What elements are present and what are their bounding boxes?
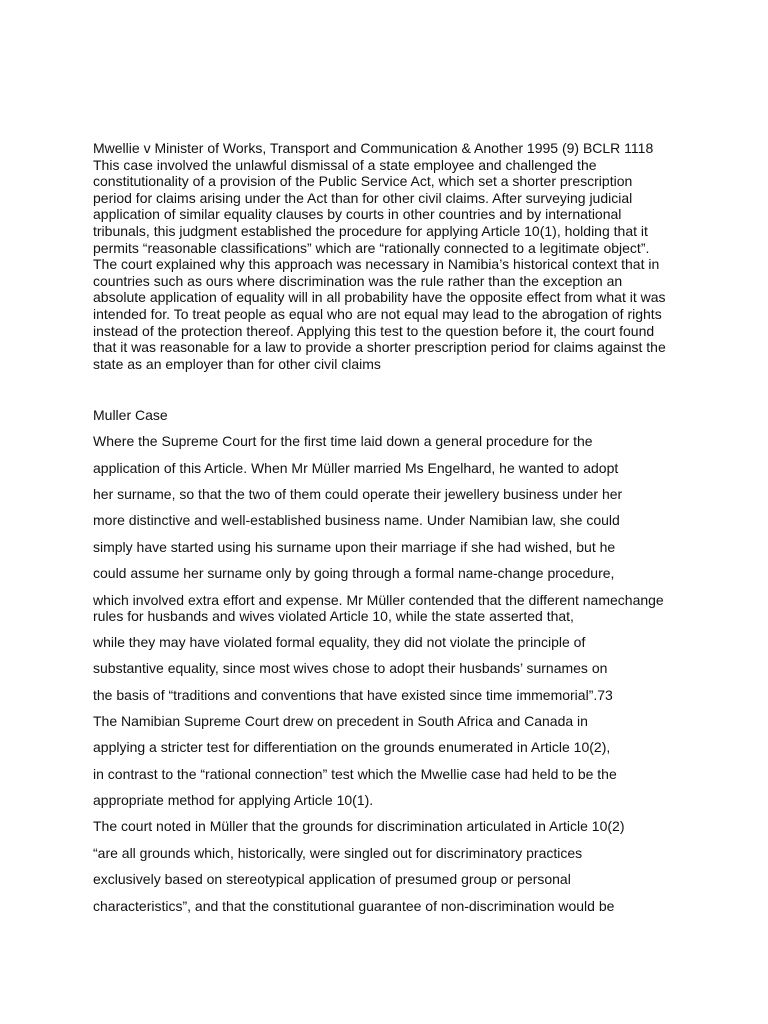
mwellie-case-paragraph — [93, 140, 693, 372]
text-line: appropriate method for applying Article 10(1). — [93, 792, 374, 808]
text-line: could assume her surname only by going through a formal name-change procedure, — [93, 565, 615, 581]
text-line: The Namibian Supreme Court drew on precedent in South Africa and Canada in — [93, 713, 588, 729]
text-line: which involved extra effort and expense. Mr Müller contended that the different namechange — [93, 592, 664, 608]
text-line: Mwellie v Minister of Works, Transport and Communication & Another 1995 (9) BCLR 1118 — [93, 140, 654, 156]
text-line: characteristics”, and that the constitutional guarantee of non-discrimination would be — [93, 898, 615, 914]
section-heading: Muller Case — [93, 407, 168, 423]
text-line: constitutionality of a provision of the Public Service Act, which set a shorter prescription — [93, 173, 633, 190]
text-line: the basis of “traditions and conventions that have existed since time immemorial”.73 — [93, 687, 613, 703]
text-line: applying a stricter test for differentiation on the grounds enumerated in Article 10(2), — [93, 739, 611, 755]
text-line: tribunals, this judgment established the procedure for applying Article 10(1), holding that it — [93, 222, 648, 239]
text-line: This case involved the unlawful dismissal of a state employee and challenged the — [93, 156, 597, 173]
text-line: Where the Supreme Court for the first time laid down a general procedure for the — [93, 433, 593, 449]
text-line: absolute application of equality will in all probability have the opposite effect from what it was — [93, 289, 666, 306]
text-line: application of similar equality clauses by courts in other countries and by international — [93, 206, 622, 223]
text-line: that it was reasonable for a law to provide a shorter prescription period for claims against the — [93, 339, 666, 356]
text-line: period for claims arising under the Act than for other civil claims. After surveying judicial — [93, 189, 633, 206]
text-line: instead of the protection thereof. Applying this test to the question before it, the court found — [93, 322, 655, 339]
text-line: exclusively based on stereotypical application of presumed group or personal — [93, 871, 571, 887]
text-line: The court explained why this approach was necessary in Namibia’s historical context that in — [93, 256, 660, 273]
text-line: more distinctive and well-established business name. Under Namibian law, she could — [93, 512, 620, 528]
text-line: state as an employer than for other civil claims — [93, 355, 381, 372]
text-line: The court noted in Müller that the grounds for discrimination articulated in Article 10(2) — [93, 818, 625, 834]
text-line: substantive equality, since most wives chose to adopt their husbands’ surnames on — [93, 660, 608, 676]
text-line: “are all grounds which, historically, were singled out for discriminatory practices — [93, 845, 583, 861]
text-line: in contrast to the “rational connection” test which the Mwellie case had held to be the — [93, 766, 617, 782]
text-line: countries such as ours where discrimination was the rule rather than the exception an — [93, 272, 623, 289]
text-line: simply have started using his surname upon their marriage if she had wished, but he — [93, 539, 616, 555]
text-line: while they may have violated formal equality, they did not violate the principle of — [93, 634, 586, 650]
text-line: rules for husbands and wives violated Article 10, while the state asserted that, — [93, 608, 574, 624]
text-line: her surname, so that the two of them could operate their jewellery business under her — [93, 486, 623, 502]
text-line: application of this Article. When Mr Müller married Ms Engelhard, he wanted to adopt — [93, 460, 619, 476]
text-line: intended for. To treat people as equal who are not equal may lead to the abrogation of rights — [93, 305, 662, 322]
text-line: permits “reasonable classifications” which are “rationally connected to a legitimate object”. — [93, 239, 650, 256]
